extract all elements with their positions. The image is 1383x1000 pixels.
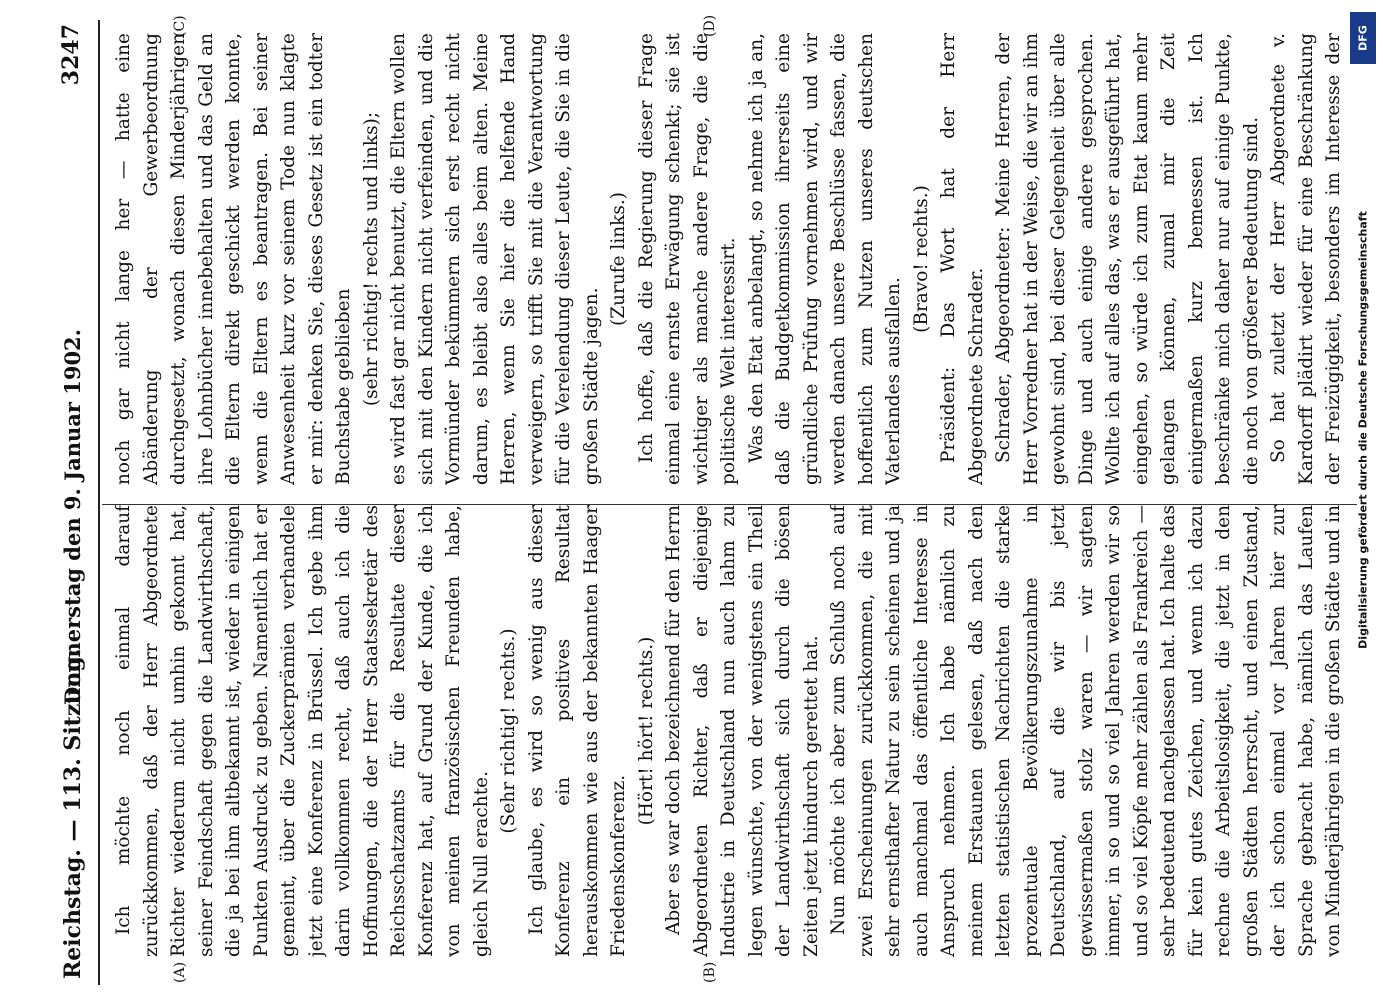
rotated-newspaper-page — [52, 14, 1362, 985]
paragraph: es wird fast gar nicht benutzt, die Eltern wollen sich mit den Kindern nicht verfeinden, und die Vormünder bekümmern sich erst recht nicht darum, es bleibt also alles beim alten. Meine Herren, wenn Sie hier die helfende Hand verweigern, so trifft Sie mit die Verantwortung für die Verelendung dieser Leute, die Sie in die großen Städte jagen. — [388, 33, 602, 485]
margin-marker-c: (C) — [172, 15, 188, 37]
interjection: (Sehr richtig! rechts.) — [498, 628, 519, 834]
paragraph: Ich möchte noch einmal darauf zurückkommen, daß der Herr Abgeordnete Richter wiederum nicht umhin gekonnt hat, seiner Feindschaft gegen die Landwirthschaft, die ja bei ihm altbekannt ist, wieder in einigen Punkten Ausdruck zu geben. Namentlich hat er gemeint, über die Zuckerprämien verhandele jetzt eine Konferenz in Brüssel. Ich gebe ihm darin vollkommen recht, daß auch ich die Hoffnungen, die der Herr Staatssekretär des Reichsschatzamts für die Resultate dieser Konferenz hat, auf Grund der Kunde, die ich von meinen französischen Freunden habe, gleich Null erachte. — [113, 505, 492, 957]
header-session-title: Reichstag. — 113. Sitzung. — [60, 648, 86, 979]
left-text-column — [110, 505, 1350, 957]
interjection: (Bravo! rechts.) — [910, 185, 932, 333]
paragraph: Schrader, Abgeordneter: Meine Herren, der Herr Vorredner hat in der Weise, die wir an ihm gewohnt sind, bei dieser Gelegenheit über alle Dinge und auch einige andere gesprochen. Wollte ich auf alles das, was er ausgeführt hat, eingehen, so würde ich zum Etat kaum mehr gelangen können, zumal mir die Zeit einigermaßen kurz bemessen ist. Ich beschränke mich daher nur auf einige Punkte, die noch von größerer Bedeutung sind. — [993, 33, 1262, 485]
paragraph: Nun möchte ich aber zum Schluß noch auf zwei Erscheinungen zurückkommen, die mit sehr ernsthafter Natur zu sein scheinen und ja auch manchmal das öffentliche Interesse in Anspruch nehmen. Ich habe nämlich zu meinem Erstaunen gelesen, daß nach den letzten statistischen Nachrichten die starke prozentuale Bevölkerungszunahme in Deutschland, auf die wir bis jetzt gewissermaßen stolz waren — wir sagten immer, in so und so viel Jahren werden wir so und so viel Köpfe mehr zählen als Frankreich — sehr bedeutend nachgelassen hat. Ich halte das für kein gutes Zeichen, und wenn ich dazu rechne die Arbeitslosigkeit, die jetzt in den großen Städten herrscht, und einen Zustand, der ich schon einmal vor Jahren hier zur Sprache gebracht habe, nämlich das Laufen von Minderjährigen in die großen Städte und in — [828, 505, 1344, 957]
dfg-logo — [1350, 12, 1376, 64]
paragraph: Ich hoffe, daß die Regierung dieser Frage einmal eine ernste Erwägung schenkt; sie ist wichtiger als manche andere Frage, die die politische Welt interessirt. — [635, 33, 739, 485]
interjection: (Hört! hört! rechts.) — [635, 636, 657, 826]
paragraph: Präsident: Das Wort hat der Herr Abgeordnete Schrader. — [938, 33, 987, 485]
interjection: (sehr richtig! rechts und links); — [360, 111, 382, 407]
digitization-credit: Digitalisierung gefördert durch die Deutsche Forschungsgemeinschaft — [1356, 211, 1370, 649]
paragraph: Ich glaube, es wird so wenig aus dieser Konferenz ein positives Resultat herauskommen wie aus der bekannten Haager Friedenskonferenz. — [525, 505, 629, 957]
interjection: (Zurufe links.) — [608, 192, 629, 326]
digitization-stamp — [1346, 10, 1380, 990]
margin-marker-b: (B) — [702, 961, 718, 983]
margin-marker-d: (D) — [702, 14, 718, 37]
paragraph: Was den Etat anbelangt, so nehme ich ja an, daß die Budgetkommission ihrerseits eine gründliche Prüfung vornehmen wird, und wir werden danach unsere Beschlüsse fassen, die hoffentlich zum Nutzen unseres deutschen Vaterlandes ausfallen. — [745, 33, 904, 485]
paragraph: Aber es war doch bezeichnend für den Herrn Abgeordneten Richter, daß er diejenige Industrie in Deutschland nun auch lahm zu legen wünschte, von der wenigstens ein Theil der Landwirthschaft sich durch die bösen Zeiten jetzt hindurch gerettet hat. — [663, 505, 822, 957]
column-divider — [102, 504, 1357, 505]
paragraph: So hat zuletzt der Herr Abgeordnete v. Kardorff plädirt wieder für eine Beschränkung der Freizügigkeit, besonders im Interesse der — [1268, 33, 1344, 485]
paragraph: noch gar nicht lange her — hatte eine Abänderung der Gewerbeordnung durchgesetzt, wonach diesen Minderjährigen ihre Lohnbücher innebehalten und das Geld an die Eltern direkt geschickt werden konnte, wenn die Eltern es beantragen. Bei seiner Anwesenheit kurz vor seinem Tode nun klagte er mir: denken Sie, dieses Gesetz ist ein todter Buchstabe geblieben — [113, 33, 354, 485]
page-header — [52, 20, 100, 985]
margin-marker-a: (A) — [172, 961, 188, 983]
right-text-column — [110, 33, 1350, 485]
dfg-logo-text: DFG — [1356, 25, 1370, 51]
header-date: Donnerstag den 9. Januar 1902. — [60, 329, 85, 705]
page-number: 3247 — [58, 24, 84, 86]
